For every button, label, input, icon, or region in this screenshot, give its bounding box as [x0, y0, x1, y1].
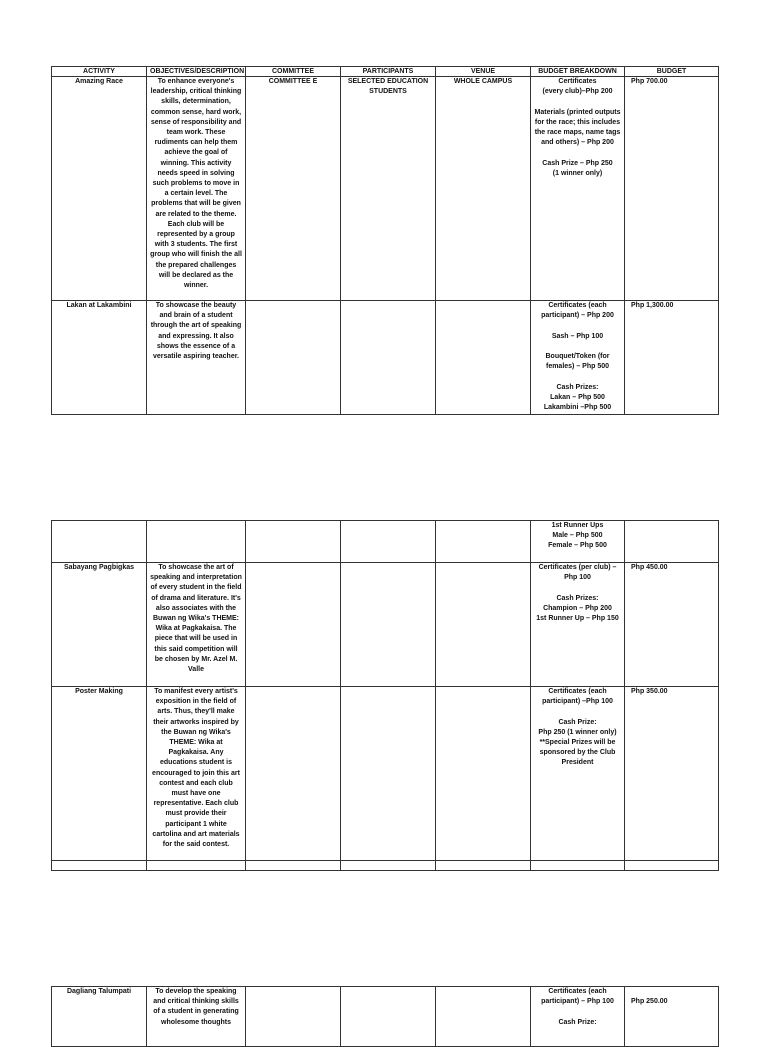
activity-cell: Lakan at Lakambini: [52, 301, 147, 415]
budget-cell: [625, 521, 719, 563]
budget-cell: Php 250.00: [625, 987, 719, 1047]
participants-cell: [341, 301, 436, 415]
venue-cell: WHOLE CAMPUS: [436, 77, 531, 301]
table-row: [52, 521, 719, 563]
budget-cell: [625, 861, 719, 871]
venue-cell: [436, 861, 531, 871]
participants-cell: [341, 521, 436, 563]
breakdown-cell: Certificates (every club)–Php 200 Materials (printed outputs for the race; this includes the race maps, name tags and others) – Php 200 Cash Prize – Php 250 (1 winner only): [531, 77, 625, 301]
budget-table-page-3: [51, 986, 719, 1047]
committee-cell: [246, 687, 341, 861]
description-cell: [147, 861, 246, 871]
breakdown-cell: Certificates (each participant) – Php 200 Sash – Php 100 Bouquet/Token (for females) – Php 500 Cash Prizes: Lakan – Php 500 Lakambini –Php 500: [531, 301, 625, 415]
venue-cell: [436, 521, 531, 563]
description-cell: To develop the speaking and critical thinking skills of a student in generating wholesome thoughts: [147, 987, 246, 1047]
committee-cell: [246, 563, 341, 687]
activity-cell: [52, 861, 147, 871]
description-cell: To enhance everyone's leadership, critical thinking skills, determination, common sense, hard work, sense of responsibility and team work. These rudiments can help them achieve the goal of winning. This activity needs speed in solving such problems to move in a certain level. The problems that will be given are related to the theme. Each club will be represented by a group with 3 students. The first group who will finish the all the prepared challenges will be declared as the winner.: [147, 77, 246, 301]
description-cell: To showcase the beauty and brain of a student through the art of speaking and expressing. It also shows the essence of a versatile aspiring teacher.: [147, 301, 246, 415]
header-budget: BUDGET: [625, 67, 719, 77]
breakdown-cell: [531, 861, 625, 871]
description-cell: To manifest every artist's exposition in the field of arts. Thus, they'll make their artworks inspired by the Buwan ng Wika's THEME: Wika at Pagkakaisa. Any educations student is encouraged to join this art contest and each club must have one representative. Each club must provide their participant 1 white cartolina and art materials for the said contest.: [147, 687, 246, 861]
participants-cell: [341, 563, 436, 687]
table-row: [52, 563, 719, 687]
venue-cell: [436, 563, 531, 687]
table-row: [52, 687, 719, 861]
activity-cell: Poster Making: [52, 687, 147, 861]
header-description: OBJECTIVES/DESCRIPTION: [147, 67, 246, 77]
participants-cell: [341, 687, 436, 861]
header-participants: PARTICIPANTS: [341, 67, 436, 77]
header-activity: ACTIVITY: [52, 67, 147, 77]
breakdown-cell: Certificates (each participant) –Php 100 Cash Prize: Php 250 (1 winner only) **Special Prizes will be sponsored by the Club President: [531, 687, 625, 861]
budget-cell: Php 1,300.00: [625, 301, 719, 415]
venue-cell: [436, 987, 531, 1047]
table-row: [52, 301, 719, 415]
activity-cell: Dagliang Talumpati: [52, 987, 147, 1047]
venue-cell: [436, 687, 531, 861]
committee-cell: [246, 301, 341, 415]
header-budget-breakdown: BUDGET BREAKDOWN: [531, 67, 625, 77]
committee-cell: COMMITTEE E: [246, 77, 341, 301]
table-row: [52, 861, 719, 871]
budget-cell: Php 350.00: [625, 687, 719, 861]
breakdown-cell: Certificates (each participant) – Php 100 Cash Prize:: [531, 987, 625, 1047]
committee-cell: [246, 861, 341, 871]
header-venue: VENUE: [436, 67, 531, 77]
description-cell: [147, 521, 246, 563]
committee-cell: [246, 987, 341, 1047]
activity-cell: Sabayang Pagbigkas: [52, 563, 147, 687]
activity-cell: [52, 521, 147, 563]
table-header-row: [52, 67, 719, 77]
budget-table-page-1: [51, 66, 719, 415]
budget-cell: Php 450.00: [625, 563, 719, 687]
budget-cell: Php 700.00: [625, 77, 719, 301]
participants-cell: [341, 987, 436, 1047]
budget-table-page-2: [51, 520, 719, 871]
table-row: [52, 77, 719, 301]
activity-cell: Amazing Race: [52, 77, 147, 301]
breakdown-cell: 1st Runner Ups Male – Php 500 Female – Php 500: [531, 521, 625, 563]
participants-cell: [341, 861, 436, 871]
venue-cell: [436, 301, 531, 415]
table-row: [52, 987, 719, 1047]
description-cell: To showcase the art of speaking and interpretation of every student in the field of drama and literature. It's also associates with the Buwan ng Wika's THEME: Wika at Pagkakaisa. The piece that will be used in this said competition will be chosen by Mr. Azel M. Valle: [147, 563, 246, 687]
header-committee: COMMITTEE: [246, 67, 341, 77]
breakdown-cell: Certificates (per club) – Php 100 Cash Prizes: Champion – Php 200 1st Runner Up – Php 150: [531, 563, 625, 687]
participants-cell: SELECTED EDUCATION STUDENTS: [341, 77, 436, 301]
committee-cell: [246, 521, 341, 563]
